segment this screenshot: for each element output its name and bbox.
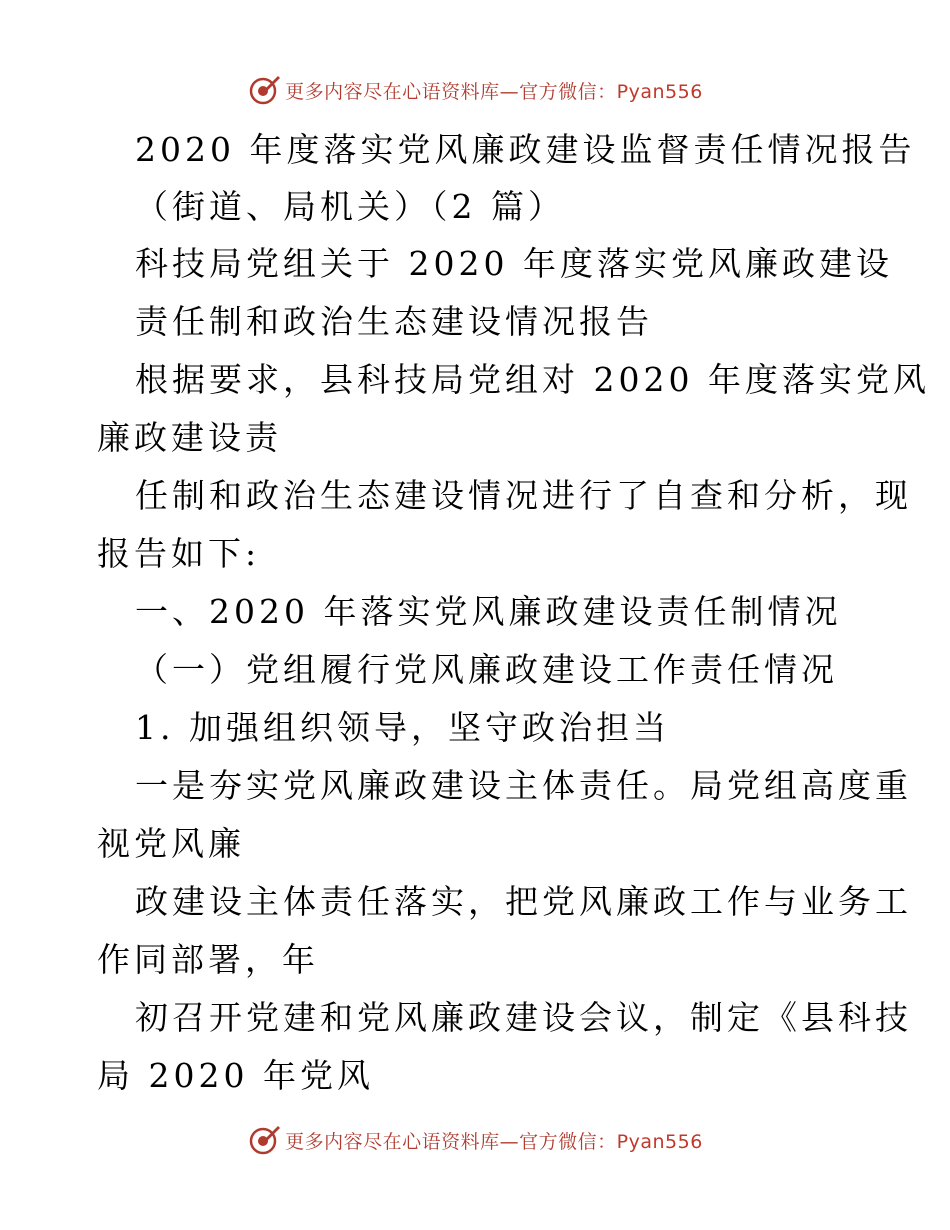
header-watermark [0, 70, 950, 110]
doc-line: 作同部署，年 [97, 940, 319, 979]
watermark-text: 更多内容尽在心语资料库—官方微信：Pyan556 [285, 80, 703, 103]
quill-seal-icon [247, 73, 281, 107]
doc-subtitle: （街道、局机关）（2 篇） [135, 187, 565, 226]
doc-line: 视党风廉 [97, 824, 245, 863]
doc-line: 一是夯实党风廉政建设主体责任。局党组高度重 [135, 766, 912, 805]
doc-line: 廉政建设责 [97, 418, 282, 457]
doc-line: 根据要求，县科技局党组对 2020 年度落实党风 [135, 360, 930, 399]
doc-title: 2020 年度落实党风廉政建设监督责任情况报告 [135, 130, 916, 169]
item-heading: 1. 加强组织领导，坚守政治担当 [135, 708, 670, 747]
doc-line: 任制和政治生态建设情况进行了自查和分析，现 [135, 476, 912, 515]
doc-line: 报告如下: [97, 534, 261, 573]
subsection-heading: （一）党组履行党风廉政建设工作责任情况 [135, 650, 838, 689]
doc-line: 政建设主体责任落实，把党风廉政工作与业务工 [135, 882, 912, 921]
section-heading: 一、2020 年落实党风廉政建设责任制情况 [135, 592, 842, 631]
footer-watermark [0, 1120, 950, 1160]
doc-line: 局 2020 年党风 [97, 1056, 374, 1095]
quill-seal-icon [247, 1123, 281, 1157]
doc-line: 科技局党组关于 2020 年度落实党风廉政建设 [135, 244, 893, 283]
watermark-text: 更多内容尽在心语资料库—官方微信：Pyan556 [285, 1130, 703, 1153]
doc-line: 责任制和政治生态建设情况报告 [135, 302, 653, 341]
doc-line: 初召开党建和党风廉政建设会议，制定《县科技 [135, 998, 912, 1037]
